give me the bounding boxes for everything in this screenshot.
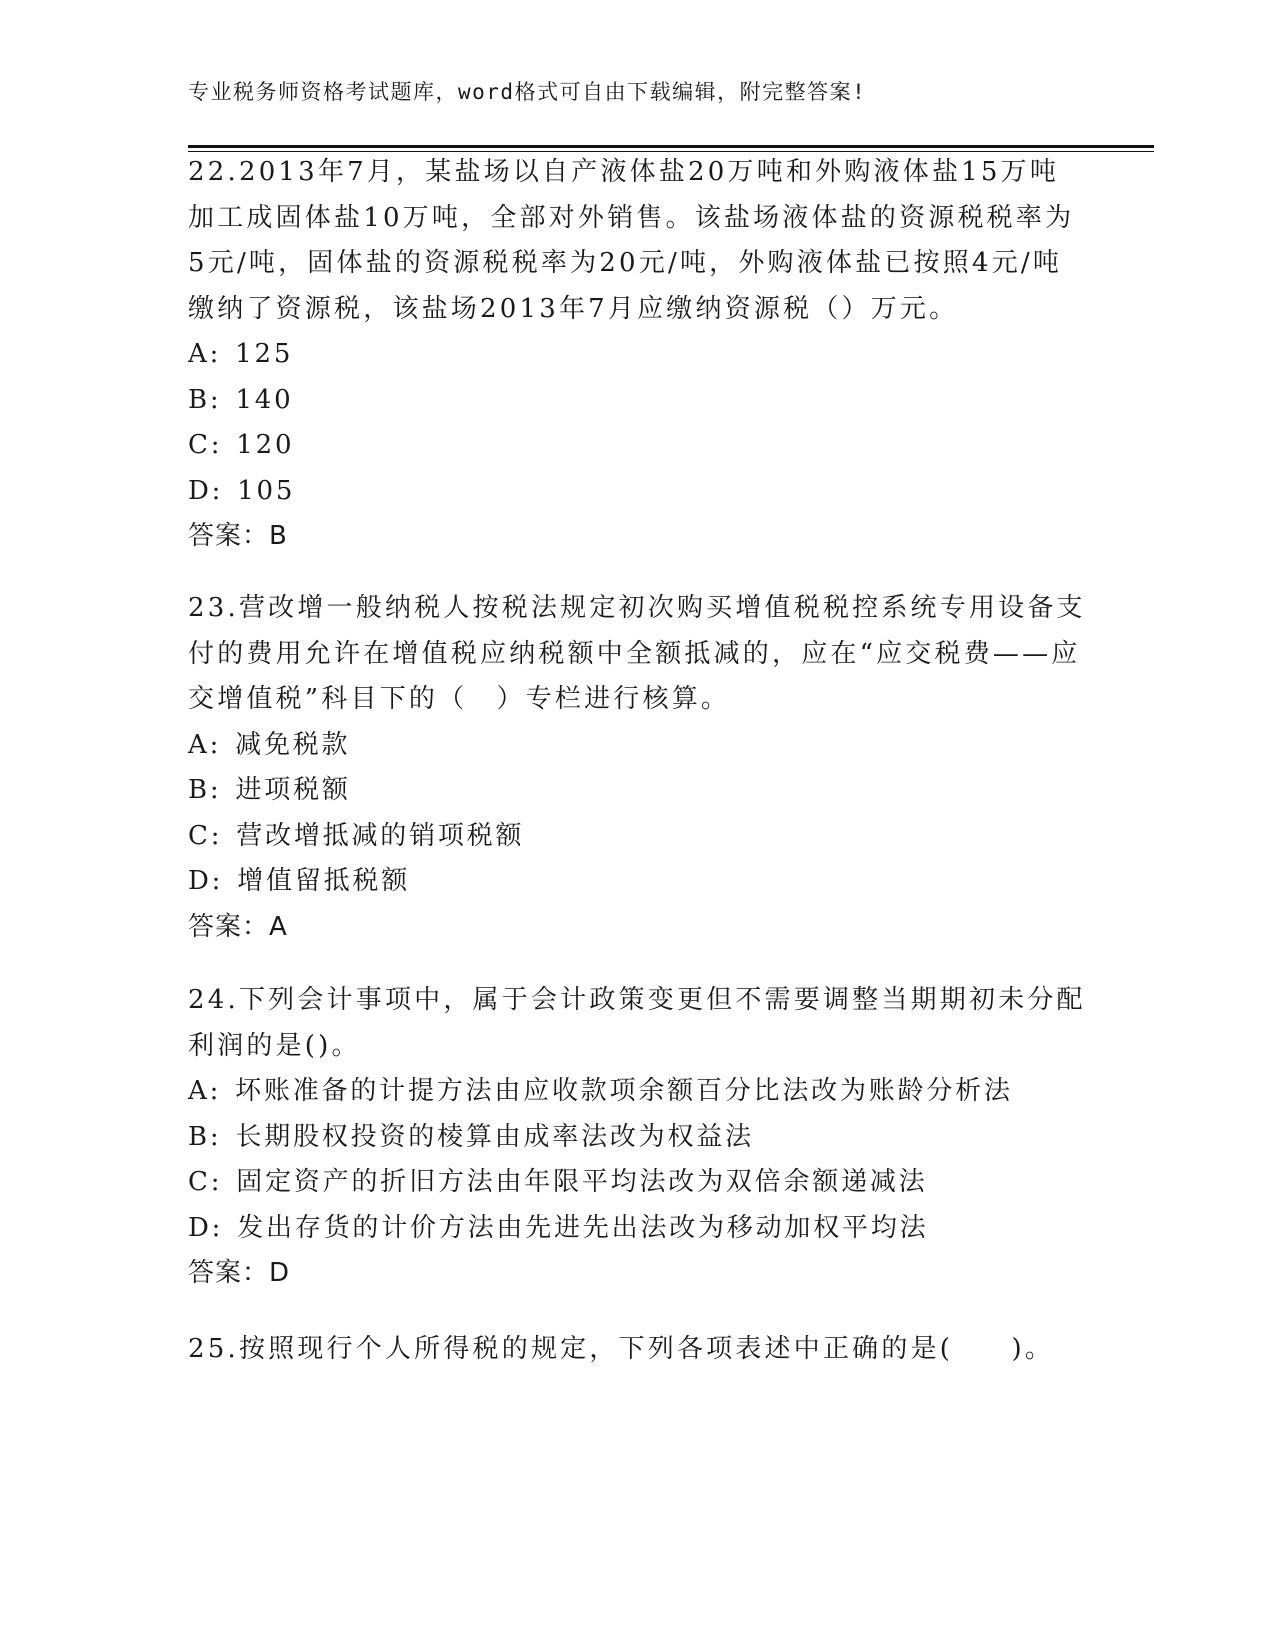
question-23	[188, 586, 1088, 950]
question-text: 22.2013年7月，某盐场以自产液体盐20万吨和外购液体盐15万吨加工成固体盐10万吨，全部对外销售。该盐场液体盐的资源税税率为5元/吨，固体盐的资源税税率为20元/吨，外购液体盐已按照4元/吨缴纳了资源税，该盐场2013年7月应缴纳资源税（）万元。	[188, 157, 1075, 324]
option-a	[188, 723, 1088, 769]
option-text: 140	[235, 384, 294, 415]
option-text: 减免税款	[235, 729, 351, 760]
option-a	[188, 1069, 1088, 1115]
question-text: 25.按照现行个人所得税的规定，下列各项表述中正确的是( )。	[188, 1334, 1055, 1364]
page-header: 专业税务师资格考试题库，word格式可自由下载编辑，附完整答案!	[188, 80, 867, 104]
option-text: 发出存货的计价方法由先进先出法改为移动加权平均法	[237, 1212, 929, 1243]
option-letter: A:	[188, 1076, 222, 1106]
option-b	[188, 1115, 1088, 1161]
question-24	[188, 978, 1088, 1297]
option-c	[188, 1160, 1088, 1206]
option-text: 固定资产的折旧方法由年限平均法改为双倍余额递减法	[236, 1167, 928, 1197]
option-text: 进项税额	[235, 775, 351, 805]
option-text: 坏账准备的计提方法由应收款项余额百分比法改为账龄分析法	[235, 1076, 1013, 1106]
option-d	[188, 1206, 1088, 1252]
option-text: 增值留抵税额	[237, 866, 411, 896]
option-text: 长期股权投资的棱算由成率法改为权益法	[235, 1121, 754, 1152]
answer-line: 答案：B	[188, 521, 288, 551]
option-letter: D:	[188, 866, 224, 896]
option-letter: B:	[188, 1121, 222, 1152]
option-b	[188, 378, 1088, 424]
answer-line: 答案：D	[188, 1258, 291, 1288]
option-letter: A:	[188, 729, 222, 760]
question-text: 24.下列会计事项中，属于会计政策变更但不需要调整当期期初未分配利润的是()。	[188, 985, 1086, 1061]
option-text: 125	[235, 339, 294, 369]
answer-line: 答案：A	[188, 911, 288, 942]
option-b	[188, 768, 1088, 814]
question-25	[188, 1327, 1088, 1373]
option-c	[188, 423, 1088, 469]
option-d	[188, 469, 1088, 515]
option-text: 营改增抵减的销项税额	[236, 820, 525, 851]
option-letter: A:	[188, 339, 222, 369]
option-letter: D:	[188, 1212, 224, 1243]
header-rule-thick	[188, 145, 1154, 148]
option-a	[188, 332, 1088, 378]
option-letter: C:	[188, 1167, 223, 1197]
option-letter: B:	[188, 775, 222, 805]
question-22	[188, 150, 1088, 560]
option-d	[188, 859, 1088, 905]
option-letter: C:	[188, 820, 223, 851]
question-text: 23.营改增一般纳税人按税法规定初次购买增值税税控系统专用设备支付的费用允许在增值税应纳税额中全额抵减的，应在“应交税费——应交增值税”科目下的（ ）专栏进行核算。	[188, 593, 1086, 714]
option-text: 105	[237, 475, 296, 506]
option-text: 120	[236, 430, 295, 460]
option-letter: C:	[188, 430, 223, 460]
option-letter: B:	[188, 384, 222, 415]
option-c	[188, 814, 1088, 860]
option-letter: D:	[188, 475, 224, 506]
